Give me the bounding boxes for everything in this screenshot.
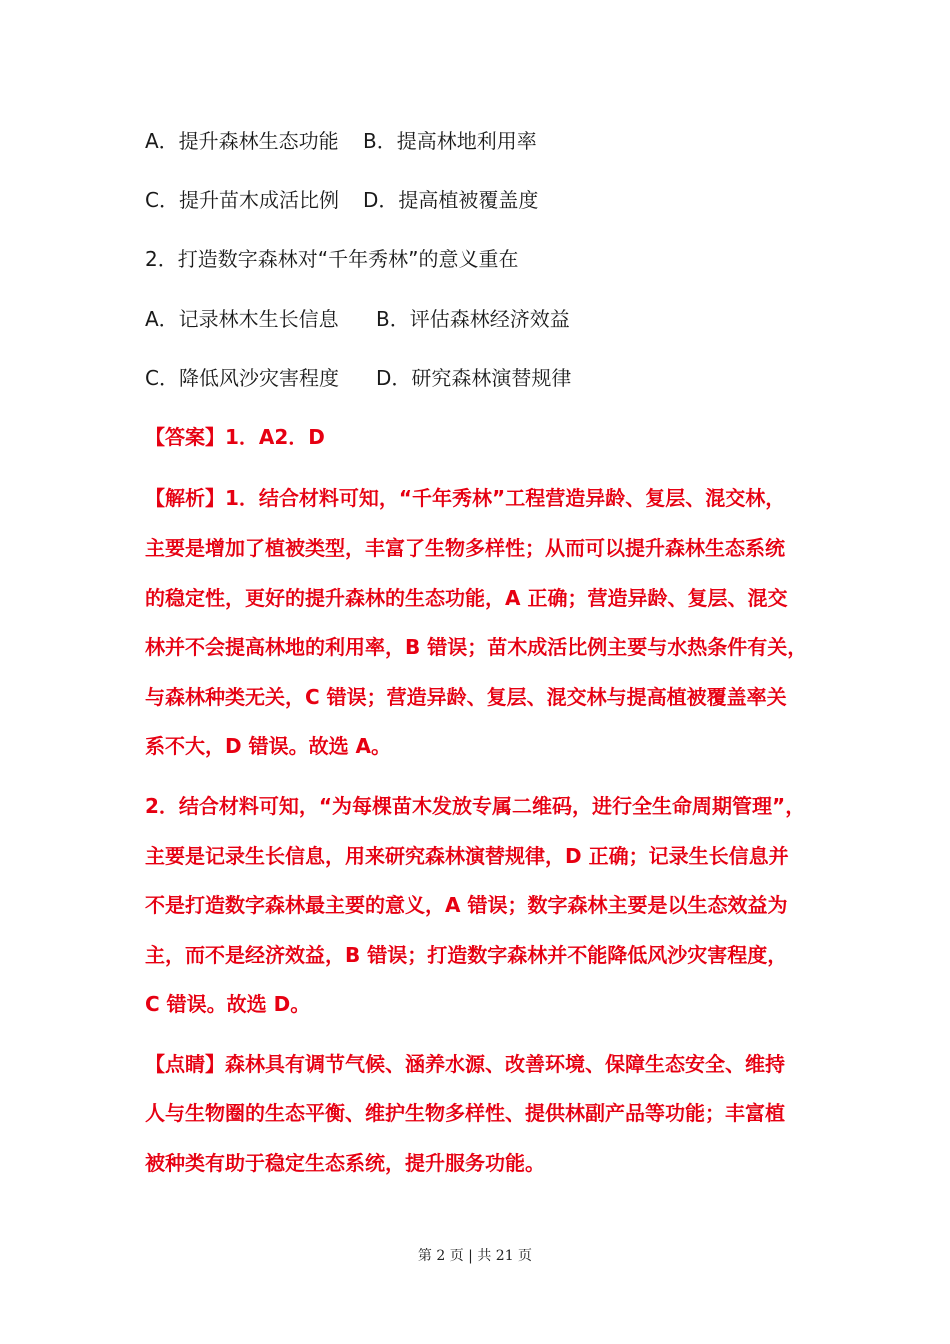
analysis-1-line: 林并不会提高林地的利用率，B 错误；苗木成活比例主要与水热条件有关， xyxy=(145,635,808,659)
q1-option-c: C．提升苗木成活比例 xyxy=(145,188,339,212)
answer-line: 【答案】1．A2．D xyxy=(145,425,325,449)
q2-options-row-1 xyxy=(145,305,570,333)
q2-stem: 2．打造数字森林对“千年秀林”的意义重在 xyxy=(145,247,519,271)
q2-option-a: A．记录林木生长信息 xyxy=(145,307,339,331)
q2-option-b: B．评估森林经济效益 xyxy=(376,307,570,331)
analysis-1-line: 系不大，D 错误。故选 A。 xyxy=(145,734,392,758)
q2-options-row-2 xyxy=(145,364,571,392)
analysis-2-line: 不是打造数字森林最主要的意义，A 错误；数字森林主要是以生态效益为 xyxy=(145,893,788,917)
analysis-1-line: 的稳定性，更好的提升森林的生态功能，A 正确；营造异龄、复层、混交 xyxy=(145,586,788,610)
q1-option-a: A．提升森林生态功能 xyxy=(145,129,339,153)
analysis-2-line: 主要是记录生长信息，用来研究森林演替规律，D 正确；记录生长信息并 xyxy=(145,844,789,868)
comment-line: 被种类有助于稳定生态系统，提升服务功能。 xyxy=(145,1151,545,1175)
q1-options-row-1 xyxy=(145,127,537,155)
comment-line: 【点睛】森林具有调节气候、涵养水源、改善环境、保障生态安全、维持 xyxy=(145,1052,785,1076)
analysis-2-line: 主，而不是经济效益，B 错误；打造数字森林并不能降低风沙灾害程度， xyxy=(145,943,788,967)
page-footer: 第 2 页 | 共 21 页 xyxy=(417,1248,533,1264)
analysis-1-line: 与森林种类无关，C 错误；营造异龄、复层、混交林与提高植被覆盖率关 xyxy=(145,685,787,709)
analysis-2-line: 2．结合材料可知，“为每棵苗木发放专属二维码，进行全生命周期管理”， xyxy=(145,794,806,818)
q1-option-d: D．提高植被覆盖度 xyxy=(363,188,539,212)
q1-option-b: B．提高林地利用率 xyxy=(363,129,537,153)
analysis-2-line: C 错误。故选 D。 xyxy=(145,992,311,1016)
comment-line: 人与生物圈的生态平衡、维护生物多样性、提供林副产品等功能；丰富植 xyxy=(145,1101,785,1125)
analysis-1-line: 主要是增加了植被类型，丰富了生物多样性；从而可以提升森林生态系统 xyxy=(145,536,785,560)
analysis-1-line: 【解析】1．结合材料可知，“千年秀林”工程营造异龄、复层、混交林， xyxy=(145,486,786,510)
q2-option-d: D．研究森林演替规律 xyxy=(376,366,572,390)
q2-option-c: C．降低风沙灾害程度 xyxy=(145,366,339,390)
q1-options-row-2 xyxy=(145,186,538,214)
